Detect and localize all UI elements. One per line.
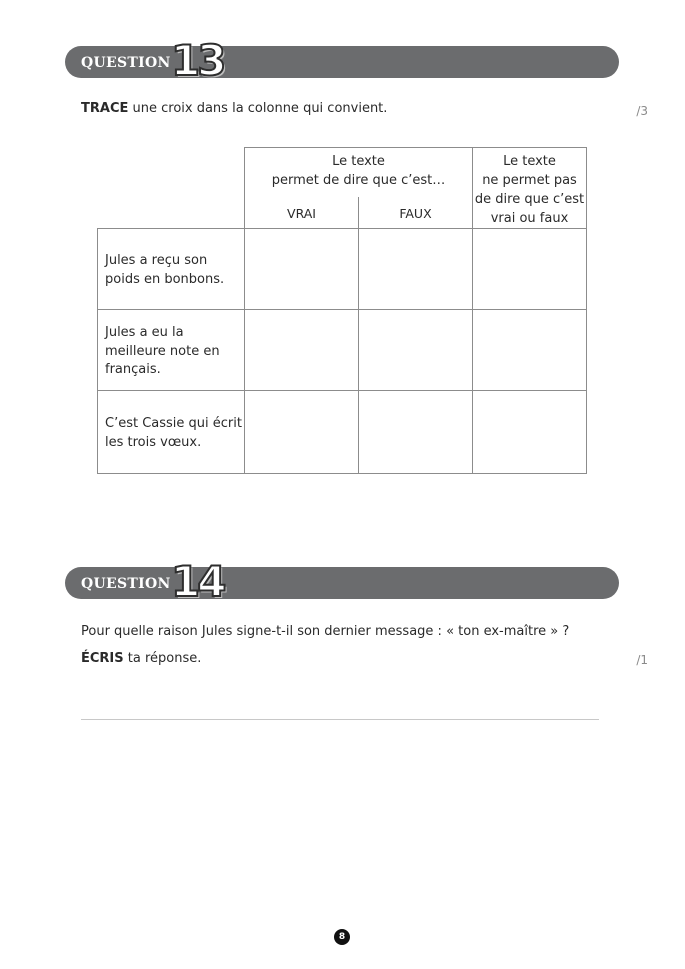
header-last-line3: de dire que c’est (474, 192, 585, 207)
row-2-vrai-cell[interactable] (244, 309, 359, 391)
header-last-line2: ne permet pas (482, 173, 577, 188)
col-header-faux: FAUX (399, 206, 432, 221)
row-2-faux-cell[interactable] (358, 309, 473, 391)
header-last-line1: Le texte (503, 154, 556, 169)
row-3-faux-cell[interactable] (358, 390, 473, 474)
page-number: 8 (334, 929, 350, 945)
question-label: QUESTION (81, 576, 171, 592)
header-group-cell (244, 147, 473, 229)
question-label: QUESTION (81, 55, 171, 71)
row-1-faux-cell[interactable] (358, 228, 473, 310)
question-number: 13 (171, 36, 224, 85)
table-row-label (97, 309, 245, 391)
header-group-line1: Le texte (332, 154, 385, 169)
instruction-text: une croix dans la colonne qui convient. (128, 101, 388, 116)
row-3-unknown-cell[interactable] (472, 390, 587, 474)
row-1-vrai-cell[interactable] (244, 228, 359, 310)
question-14-text: Pour quelle raison Jules signe-t-il son dernier message : « ton ex-maître » ? (81, 624, 570, 639)
question-14-score: /1 (636, 653, 648, 667)
question-number: 14 (171, 557, 224, 606)
question-14-instruction (81, 651, 201, 666)
row-2-line2: meilleure note en (105, 344, 220, 359)
question-13-score: /3 (636, 104, 648, 118)
answer-line[interactable] (81, 719, 599, 720)
row-1-line1: Jules a reçu son (105, 253, 208, 268)
question-14-banner (65, 557, 619, 606)
instruction-verb: ÉCRIS (81, 651, 124, 666)
row-2-unknown-cell[interactable] (472, 309, 587, 391)
row-3-line2: les trois vœux. (105, 435, 202, 450)
instruction-text: ta réponse. (123, 651, 202, 666)
col-header-vrai: VRAI (287, 206, 316, 221)
question-13-instruction (81, 101, 387, 116)
question-13-banner (65, 36, 619, 85)
row-1-unknown-cell[interactable] (472, 228, 587, 310)
row-1-line2: poids en bonbons. (105, 272, 225, 287)
row-2-line3: français. (105, 362, 161, 377)
row-2-line1: Jules a eu la (105, 325, 184, 340)
instruction-verb: TRACE (81, 101, 129, 116)
row-3-vrai-cell[interactable] (244, 390, 359, 474)
header-last-cell (472, 147, 587, 229)
table-row-label (97, 390, 245, 474)
header-group-line2: permet de dire que c’est… (271, 173, 446, 188)
row-3-line1: C’est Cassie qui écrit (105, 416, 242, 431)
header-last-line4: vrai ou faux (490, 211, 569, 226)
table-row-label (97, 228, 245, 310)
